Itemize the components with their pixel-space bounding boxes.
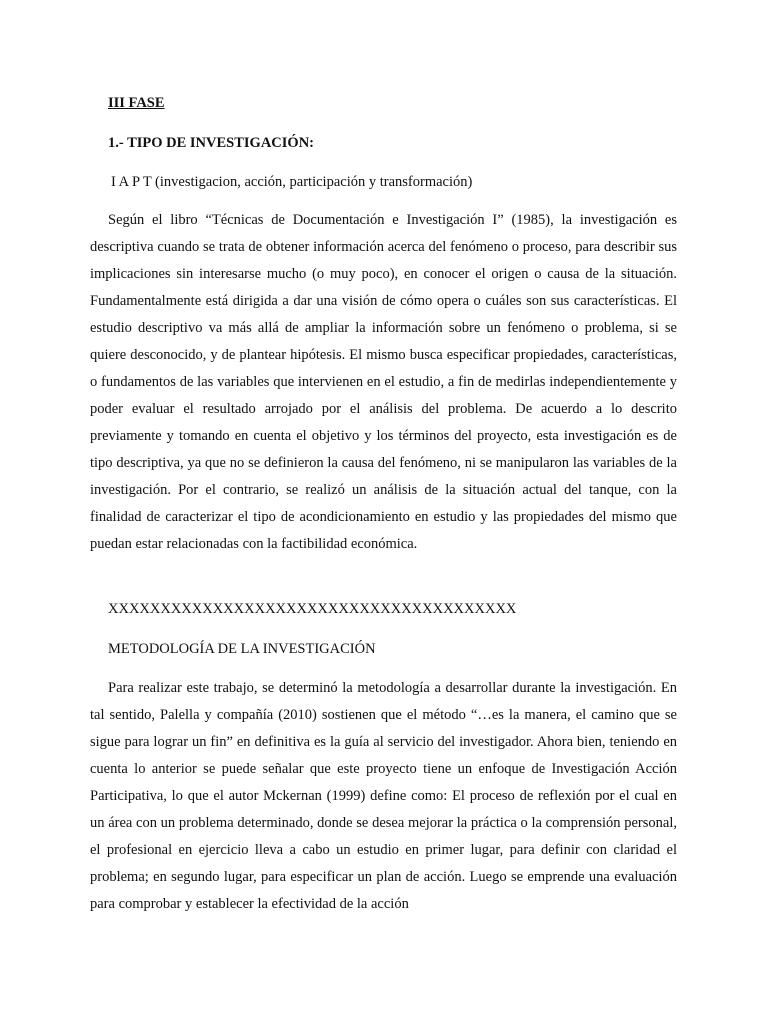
paragraph-methodology: Para realizar este trabajo, se determinó la metodología a desarrollar durante la investigación. En tal sentido, Palella y compañía (2010) sostienen que el método “…es la manera, el camino que se sigue para lograr un fin” en definitiva es la guía al servicio del investigador. Ahora bien, teniendo en cuenta lo anterior se puede señalar que este proyecto tiene un enfoque de Investigación Acción Participativa, lo que el autor Mckernan (1999) define como: El proceso de reflexión por el cual en un área con un problema determinado, donde se desea mejorar la práctica o la comprensión personal, el profesional en ejercicio lleva a cabo un estudio en primer lugar, para definir con claridad el problema; en segundo lugar, para especificar un plan de acción. Luego se emprende una evaluación para comprobar y establecer la efectividad de la acción [90,680,677,912]
methodology-heading: METODOLOGÍA DE LA INVESTIGACIÓN [108,641,376,657]
placeholder-x-line: XXXXXXXXXXXXXXXXXXXXXXXXXXXXXXXXXXXXXXX [108,601,517,617]
paragraph-descriptive-research: Según el libro “Técnicas de Documentación e Investigación I” (1985), la investigación es descriptiva cuando se trata de obtener información acerca del fenómeno o proceso, para describir sus implicaciones sin interesarse mucho (o muy poco), en conocer el origen o causa de la situación. Fundamentalmente está dirigida a dar una visión de cómo opera o cuáles son sus características. El estudio descriptivo va más allá de ampliar la información sobre un fenómeno o problema, si se quiere desconocido, y de plantear hipótesis. El mismo busca especificar propiedades, características, o fundamentos de las variables que intervienen en el estudio, a fin de medirlas independientemente y poder evaluar el resultado arrojado por el análisis del problema. De acuerdo a lo descrito previamente y tomando en cuenta el objetivo y los términos del proyecto, esta investigación es de tipo descriptiva, ya que no se definieron la causa del fenómeno, ni se manipularon las variables de la investigación. Por el contrario, se realizó un análisis de la situación actual del tanque, con la finalidad de caracterizar el tipo de acondicionamiento en estudio y las propiedades del mismo que puedan estar relacionadas con la factibilidad económica. [90,212,677,552]
phase-heading: III FASE [108,95,165,111]
iapt-line: I A P T (investigacion, acción, participación y transformación) [111,174,473,190]
section-heading: 1.- TIPO DE INVESTIGACIÓN: [108,135,314,151]
